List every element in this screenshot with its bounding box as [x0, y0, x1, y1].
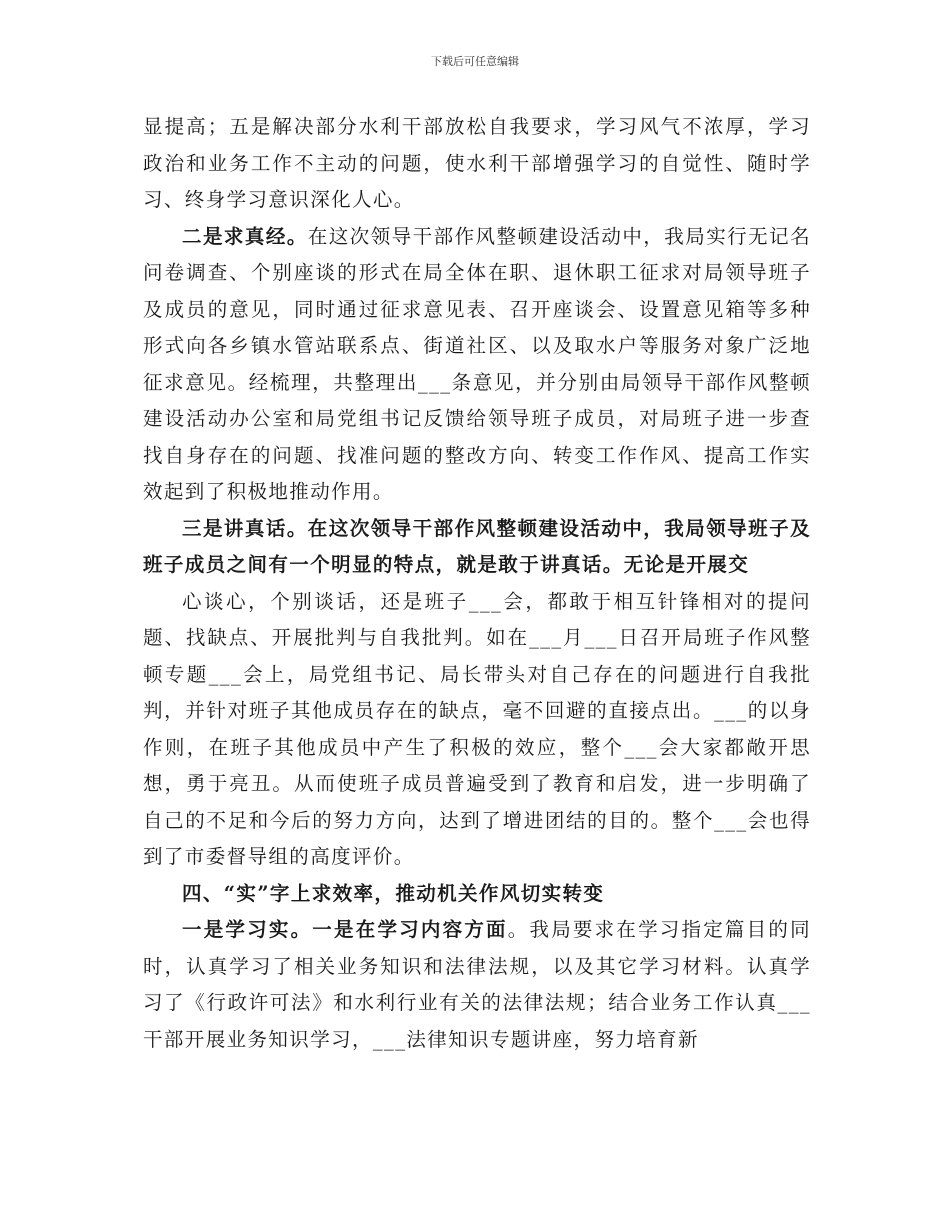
paragraph-body: 在这次领导干部作风整顿建设活动中，我局实行无记名问卷调查、个别座谈的形式在局全体在职、退休职工征求对局领导班子及成员的意见，同时通过征求意见表、召开座谈会、设置意见箱等多种形式向各乡镇水管站联系点、街道社区、以及取水户等服务对象广泛地征求意见。经梳理，共整理出___条意见，并分别由局领导干部作风整顿建设活动办公室和局党组书记反馈给领导班子成员，对局班子进一步查找自身存在的问题、找准问题的整改方向、转变工作作风、提高工作实效起到了积极地推动作用。 — [143, 224, 811, 503]
page-header: 下载后可任意编辑 — [431, 55, 519, 68]
paragraph-continuation: 显提高；五是解决部分水利干部放松自我要求，学习风气不浓厚，学习政治和业务工作不主动的问题，使水利干部增强学习的自觉性、随时学习、终身学习意识深化人心。 — [143, 115, 811, 211]
paragraph-qiu-zhen-jing — [143, 219, 811, 511]
document-body — [143, 109, 811, 1058]
paragraph-xue-xi-shi — [143, 912, 811, 1058]
paragraph-tan-xin: 心谈心，个别谈话，还是班子___会，都敢于相互针锋相对的提问题、找缺点、开展批判与自我批判。如在___月___日召开局班子作风整顿专题___会上，局党组书记、局长带头对自己存在的问题进行自我批判，并针对班子其他成员存在的缺点，毫不回避的直接点出。___的以身作则，在班子其他成员中产生了积极的效应，整个___会大家都敞开思想，勇于亮丑。从而使班子成员普遍受到了教育和启发，进一步明确了自己的不足和今后的努力方向，达到了增进团结的目的。整个___会也得到了市委督导组的高度评价。 — [143, 589, 811, 868]
paragraph-lead: 二是求真经。 — [182, 224, 308, 248]
paragraph-jiang-zhen-hua: 三是讲真话。在这次领导干部作风整顿建设活动中，我局领导班子及班子成员之间有一个明显的特点，就是敢于讲真话。无论是开展交 — [143, 516, 811, 576]
section-heading: 四、“实”字上求效率，推动机关作风切实转变 — [182, 881, 605, 905]
paragraph-lead: 一是学习实。一是在学习内容方面 — [182, 918, 508, 941]
paragraph-body: 。我局要求在学习指定篇目的同时，认真学习了相关业务知识和法律法规，以及其它学习材料。认真学习了《行政许可法》和水利行业有关的法律法规；结合业务工作认真___干部开展业务知识学习，___法律知识专题讲座，努力培育新 — [143, 918, 811, 1051]
